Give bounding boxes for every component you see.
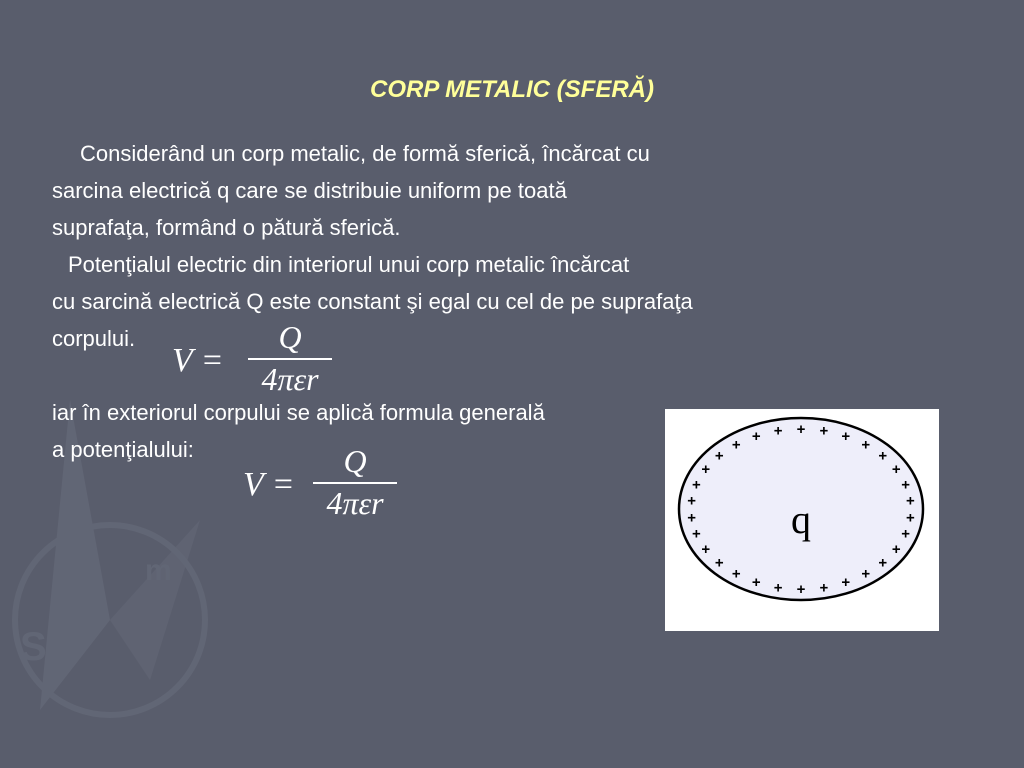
plus-charge-icon: + [819,579,829,597]
formula-exterior-lhs: V = [243,466,295,503]
paragraph-line-3: suprafaţa, formând o pătură sferică. [52,215,401,240]
plus-charge-icon: + [901,525,910,543]
plus-charge-icon: + [701,461,711,478]
plus-charge-icon: + [901,476,910,494]
plus-charge-icon: + [714,554,724,572]
formula-exterior-denominator: 4πεr [326,485,384,521]
sphere-svg [665,409,939,631]
paragraph-line-2: sarcina electrică q care se distribuie uniform pe toată [52,178,567,203]
plus-charge-icon: + [687,509,696,527]
paragraph-line-6: corpului. [52,326,136,351]
plus-charge-icon: + [878,447,888,465]
svg-text:m: m [145,554,172,587]
paragraph-line-5: cu sarcină electrică Q este constant şi egal cu cel de pe suprafaţa [52,289,693,314]
plus-charge-icon: + [751,574,761,592]
plus-charge-icon: + [861,436,871,454]
formula-exterior-fraction [313,444,397,520]
plus-charge-icon: + [841,427,851,445]
plus-charge-icon: + [687,492,696,510]
plus-charge-icon: + [861,565,871,583]
plus-charge-icon: + [891,541,901,558]
plus-charge-icon: + [819,422,829,440]
formula-interior [172,320,342,410]
exterior-line-2: a potenţialului: [52,437,194,462]
svg-text:S: S [20,625,47,669]
plus-charge-icon: + [906,492,915,510]
plus-charge-icon: + [841,574,851,592]
plus-charge-icon: + [714,447,724,465]
formula-interior-lhs: V = [172,342,224,379]
plus-charge-icon: + [891,461,901,478]
plus-charge-icon: + [878,554,888,572]
formula-exterior-numerator: Q [343,443,367,479]
charged-sphere-diagram [665,409,939,631]
plus-charge-icon: + [692,525,701,543]
plus-charge-icon: + [796,581,806,598]
paragraph-line-1: Considerând un corp metalic, de formă sferică, încărcat cu [80,141,650,166]
plus-charge-icon: + [906,509,915,527]
exterior-line-1: iar în exteriorul corpului se aplică formula generală [52,400,545,425]
formula-exterior [243,444,413,534]
fraction-bar [248,358,332,360]
formula-interior-numerator: Q [278,319,302,355]
fraction-bar [313,482,397,484]
plus-charge-icon: + [796,421,806,438]
formula-interior-denominator: 4πεr [261,361,319,397]
plus-charge-icon: + [701,541,711,558]
slide-title: CORP METALIC (SFERĂ) [370,76,654,103]
plus-charge-icon: + [773,422,783,440]
charge-label: q [791,497,811,542]
formula-interior-fraction [248,320,332,396]
plus-charge-icon: + [731,436,741,454]
plus-charge-icon: + [692,476,701,494]
plus-charge-icon: + [731,565,741,583]
plus-charge-icon: + [751,427,761,445]
plus-charge-icon: + [773,579,783,597]
paragraph-line-4: Potenţialul electric din interiorul unui corp metalic încărcat [68,252,630,277]
